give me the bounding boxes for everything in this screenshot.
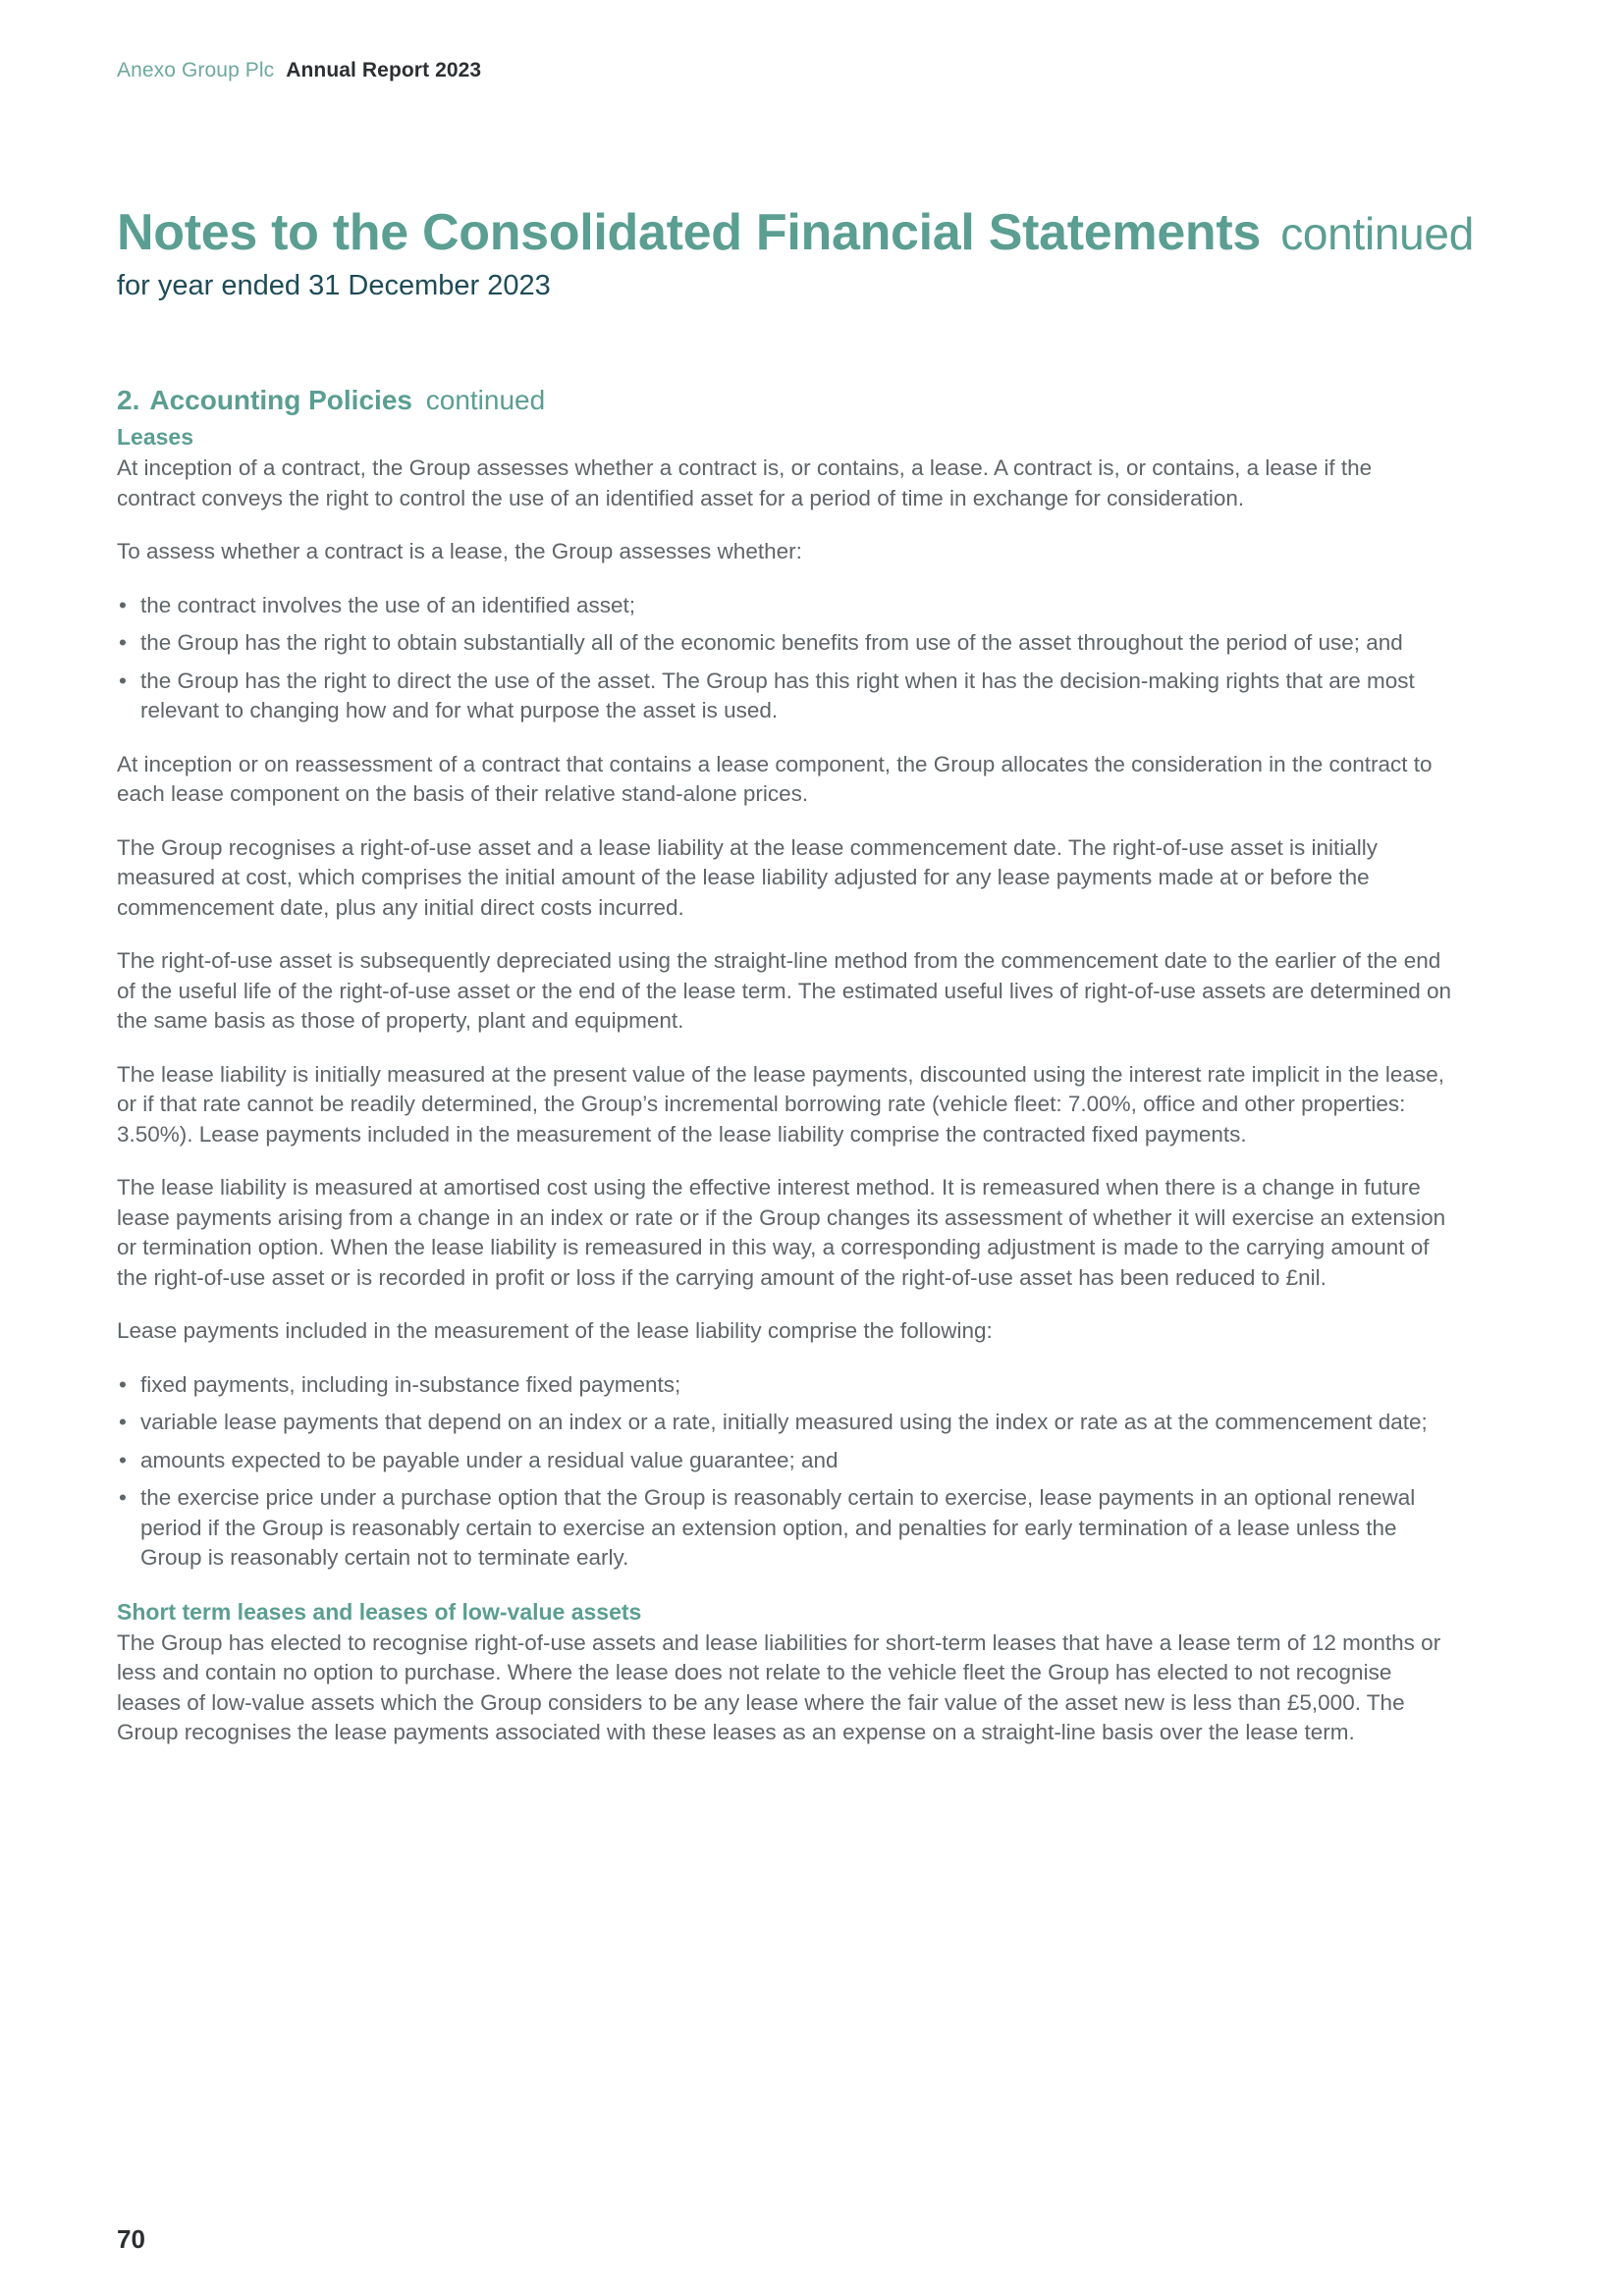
bullet-mark: • xyxy=(119,630,127,655)
section-title: Accounting Policies xyxy=(149,385,412,415)
section-heading xyxy=(117,383,1452,418)
list-item xyxy=(117,1370,1452,1401)
paragraph: The right-of-use asset is subsequently depreciated using the straight-line method from the commencement date to the earlier of the end of the useful life of the right-of-use asset or the end of the lease term. The estimated useful lives of right-of-use assets are determined on the same basis as those of property, plant and equipment. xyxy=(117,948,1452,1033)
bullet-mark: • xyxy=(119,592,127,617)
list-item xyxy=(117,591,1452,621)
bullet-list xyxy=(117,591,1452,726)
list-item-text: the exercise price under a purchase option that the Group is reasonably certain to exercise, lease payments in an optional renewal period if the Group is reasonably certain to exercise an extension option, and penalties for early termination of a lease unless the Group is reasonably certain not to terminate early. xyxy=(140,1485,1416,1570)
header-report-title: Annual Report 2023 xyxy=(286,59,482,81)
paragraph: Lease payments included in the measurement of the lease liability comprise the following: xyxy=(117,1318,993,1343)
short-term-leases-heading: Short term leases and leases of low-value assets xyxy=(117,1598,642,1625)
list-item-text: fixed payments, including in-substance fixed payments; xyxy=(140,1371,681,1397)
leases-heading: Leases xyxy=(117,424,194,450)
list-item xyxy=(117,667,1452,726)
page-title xyxy=(117,202,1491,264)
list-item-text: variable lease payments that depend on an index or a rate, initially measured using the index or rate as at the commencement date; xyxy=(140,1410,1428,1434)
paragraph: The Group recognises a right-of-use asset and a lease liability at the lease commencement date. The right-of-use asset is initially measured at cost, which comprises the initial amount of the lease liability adjusted for any lease payments made at or before the commencement date, plus any initial direct costs incurred. xyxy=(117,834,1378,920)
bullet-list xyxy=(117,1370,1452,1574)
list-item xyxy=(117,1408,1452,1438)
page-subtitle: for year ended 31 December 2023 xyxy=(117,270,551,301)
paragraph: At inception of a contract, the Group assesses whether a contract is, or contains, a lease. A contract is, or contains, a lease if the contract conveys the right to control the use of an identified asset for a period of time in exchange for consideration. xyxy=(117,455,1373,510)
paragraph: The Group has elected to recognise right-of-use assets and lease liabilities for short-term leases that have a lease term of 12 months or less and contain no option to purchase. Where the lease does not relate to the vehicle fleet the Group has elected to not recognise leases of low-value assets which the Group considers to be any lease where the fair value of the asset new is less than £5,000. The Group recognises the lease payments associated with these leases as an expense on a straight-line basis over the lease term. xyxy=(117,1629,1441,1744)
running-header xyxy=(117,59,481,82)
paragraph: To assess whether a contract is a lease, the Group assesses whether: xyxy=(117,539,802,563)
list-item-text: the Group has the right to obtain substantially all of the economic benefits from use of the asset throughout the period of use; and xyxy=(140,630,1403,655)
list-item-text: amounts expected to be payable under a residual value guarantee; and xyxy=(140,1447,839,1472)
page-title-text: Notes to the Consolidated Financial Statements xyxy=(117,204,1262,261)
paragraph: The lease liability is initially measured at the present value of the lease payments, discounted using the interest rate implicit in the lease, or if that rate cannot be readily determined, the Group’s incremental borrowing rate (vehicle fleet: 7.00%, office and other properties: 3.50%). Lease payments included in the measurement of the lease liability comprise the contracted fixed payments. xyxy=(117,1061,1444,1147)
bullet-mark: • xyxy=(119,1447,127,1472)
bullet-mark: • xyxy=(119,1485,127,1510)
main-content xyxy=(117,383,1452,1772)
paragraph: The lease liability is measured at amortised cost using the effective interest method. It is remeasured when there is a change in future lease payments arising from a change in an index or rate or if the Group changes its assessment of whether it will exercise an extension or termination option. When the lease liability is remeasured in this way, a corresponding adjustment is made to the carrying amount of the right-of-use asset or is recorded in profit or loss if the carrying amount of the right-of-use asset has been reduced to £nil. xyxy=(117,1175,1446,1290)
section-number: 2. xyxy=(117,385,140,415)
bullet-mark: • xyxy=(119,1371,127,1397)
section-continued: continued xyxy=(425,385,546,415)
list-item xyxy=(117,1446,1452,1476)
bullet-mark: • xyxy=(119,667,127,693)
title-block xyxy=(117,202,1491,303)
paragraph: At inception or on reassessment of a contract that contains a lease component, the Group allocates the consideration in the contract to each lease component on the basis of their relative stand-alone prices. xyxy=(117,751,1433,806)
page-title-continued: continued xyxy=(1280,208,1475,259)
bullet-mark: • xyxy=(119,1410,127,1434)
list-item xyxy=(117,628,1452,659)
page-number: 70 xyxy=(117,2224,145,2254)
header-company: Anexo Group Plc xyxy=(117,59,275,81)
list-item-text: the contract involves the use of an identified asset; xyxy=(140,592,636,617)
list-item-text: the Group has the right to direct the use of the asset. The Group has this right when it has the decision-making rights that are most relevant to changing how and for what purpose the asset is used. xyxy=(140,667,1415,722)
list-item xyxy=(117,1483,1452,1574)
